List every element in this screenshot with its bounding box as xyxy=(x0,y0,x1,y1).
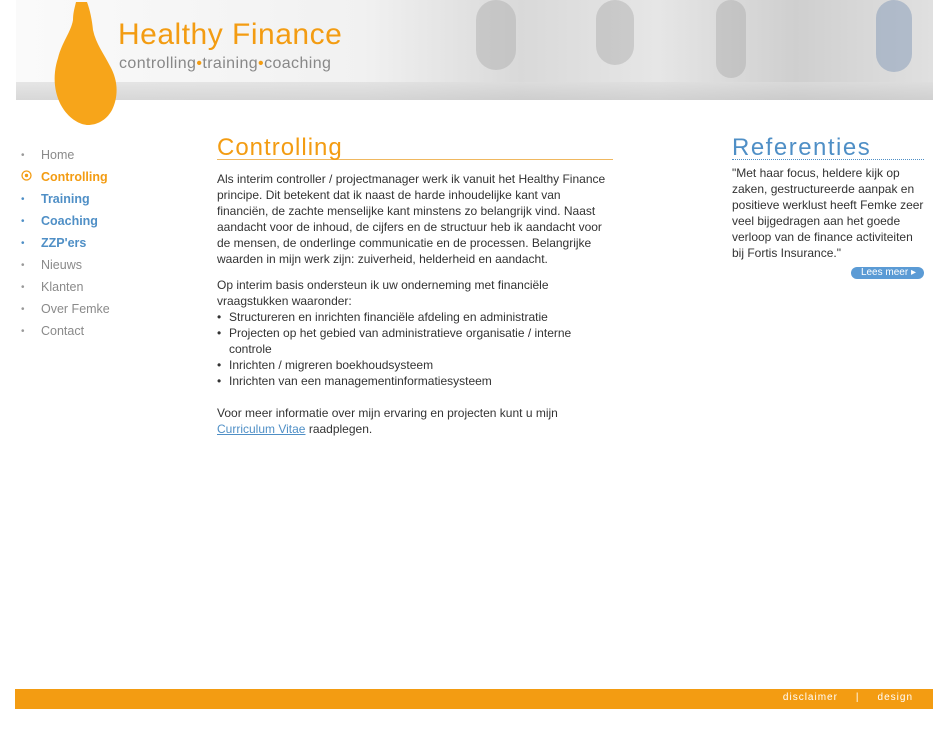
nav-item-over-femke[interactable] xyxy=(18,298,110,320)
references-panel xyxy=(732,134,924,279)
banner-figure xyxy=(476,0,516,70)
tagline-training: training xyxy=(202,55,259,72)
cv-text-suffix: raadplegen. xyxy=(305,422,373,436)
footer-bar xyxy=(15,689,933,709)
bullet-icon: • xyxy=(21,215,25,227)
design-link[interactable]: design xyxy=(877,692,913,703)
nav-item-label: Over Femke xyxy=(41,302,110,316)
nav-item-label: Nieuws xyxy=(41,258,82,272)
lees-meer-button[interactable] xyxy=(851,267,924,279)
triangle-right-icon: ▸ xyxy=(908,267,916,278)
brand-tagline xyxy=(119,55,331,73)
list-item: • Inrichten / migreren boekhoudsysteem xyxy=(229,357,613,373)
tagline-dot-icon: • xyxy=(258,55,265,72)
bullet-icon: • xyxy=(21,259,25,271)
lees-meer-label: Lees meer xyxy=(860,267,909,278)
bullet-icon: • xyxy=(21,303,25,315)
circle-target-icon xyxy=(18,170,41,184)
nav-item-label: Coaching xyxy=(41,214,98,228)
nav-item-label: ZZP'ers xyxy=(41,236,87,250)
nav-item-training[interactable] xyxy=(18,188,110,210)
tagline-controlling: controlling xyxy=(119,55,197,72)
tagline-coaching: coaching xyxy=(264,55,332,72)
nav-item-label: Training xyxy=(41,192,90,206)
brand-title: Healthy Finance xyxy=(118,18,343,51)
nav-item-klanten[interactable] xyxy=(18,276,110,298)
sidebar-nav xyxy=(18,144,110,342)
bullet-icon: • xyxy=(21,237,25,249)
nav-item-label: Controlling xyxy=(41,170,108,184)
nav-item-contact[interactable] xyxy=(18,320,110,342)
footer-links xyxy=(783,692,913,703)
banner-figure xyxy=(716,0,746,78)
list-item: • Structureren en inrichten financiële afdeling en administratie xyxy=(229,309,613,325)
bullet-icon: • xyxy=(21,149,25,161)
nav-item-label: Klanten xyxy=(41,280,84,294)
nav-item-label: Home xyxy=(41,148,75,162)
list-item: • Inrichten van een managementinformatiesysteem xyxy=(229,373,613,389)
lees-meer-wrap xyxy=(732,263,924,279)
page-title: Controlling xyxy=(217,140,613,160)
nav-item-controlling[interactable] xyxy=(18,166,110,188)
nav-item-nieuws[interactable] xyxy=(18,254,110,276)
nav-item-label: Contact xyxy=(41,324,85,338)
reference-quote: "Met haar focus, heldere kijk op zaken, gestructureerde aanpak en positieve werklust heeft Femke zeer veel bijgedragen aan het goede verloop van de finance activiteiten bij Fortis Insurance." xyxy=(732,166,924,260)
nav-item-home[interactable] xyxy=(18,144,110,166)
list-item: • Projecten op het gebied van administratieve organisatie / interne controle xyxy=(229,325,613,357)
tagline-dot-icon: • xyxy=(196,55,203,72)
nav-item-zzpers[interactable] xyxy=(18,232,110,254)
banner-floor xyxy=(16,82,933,100)
footer-separator: | xyxy=(855,692,860,703)
main-content xyxy=(217,134,613,447)
references-title: Referenties xyxy=(732,140,924,160)
bullet-icon: • xyxy=(21,325,25,337)
bullet-icon: • xyxy=(21,281,25,293)
cv-text-prefix: Voor meer informatie over mijn ervaring en projecten kunt u mijn xyxy=(217,406,558,420)
banner-figure xyxy=(876,0,912,72)
intro-paragraph: Als interim controller / projectmanager werk ik vanuit het Healthy Finance principe. Dit betekent dat ik naast de harde inhoudelijke kant van financiën, de zachte menselijke kant minstens zo belangrijk vind. Naast aandacht voor de inhoud, de cijfers en de structuur heb ik aandacht voor de mensen, de onderlinge communicatie en de processen. Belangrijke waarden in mijn werk zijn: zuiverheid, helderheid en aandacht. xyxy=(217,172,606,266)
services-list xyxy=(217,309,613,389)
cv-paragraph xyxy=(217,405,613,437)
disclaimer-link[interactable]: disclaimer xyxy=(782,692,838,703)
cv-link[interactable]: Curriculum Vitae xyxy=(217,422,306,436)
banner-figure xyxy=(596,0,634,65)
nav-item-coaching[interactable] xyxy=(18,210,110,232)
bullet-icon: • xyxy=(21,193,25,205)
services-intro: Op interim basis ondersteun ik uw onderneming met financiële vraagstukken waaronder: xyxy=(217,278,549,308)
